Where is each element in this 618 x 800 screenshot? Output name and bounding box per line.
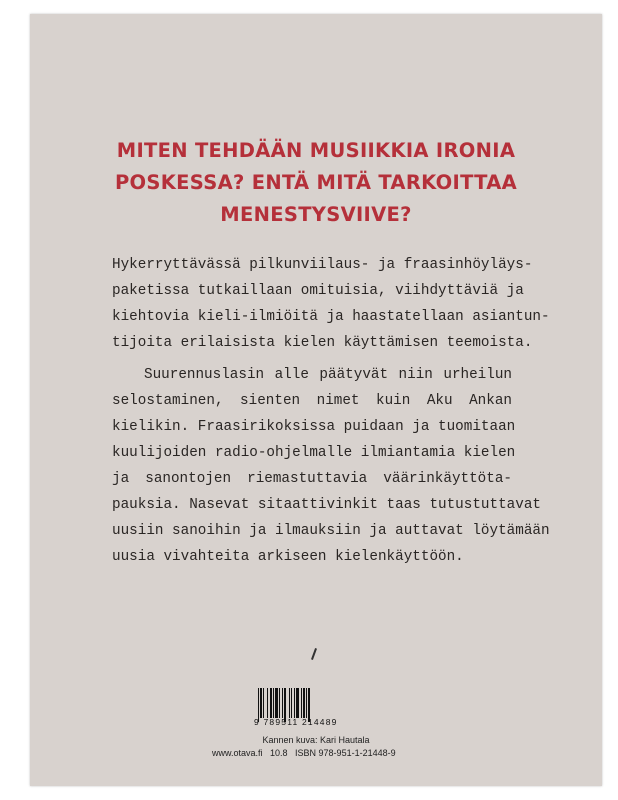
text-line: kiehtovia kieli-ilmiöitä ja haastatellaan asiantun- [112,309,550,325]
headline-line: POSKESSA? ENTÄ MITÄ TARKOITTAA [114,171,518,194]
barcode-number: 9 789511 214489 [254,717,338,727]
text-line: pauksia. Nasevat sitaattivinkit taas tutustuttavat [112,497,541,513]
text-line: ja sanontojen riemastuttavia väärinkäyttöta- [112,471,512,487]
book-back-cover [30,14,602,786]
text-line: Suurennuslasin alle päätyvät niin urheilun [144,367,512,383]
headline [30,135,602,231]
text-line: uusiin sanoihin ja ilmauksiin ja auttavat löytämään [112,523,550,539]
text-line: selostaminen, sienten nimet kuin Aku Ankan [112,393,512,409]
text-line: Hykerryttävässä pilkunviilaus- ja fraasinhöyläys- [112,257,533,273]
headline-line: MENESTYSVIIVE? [220,203,412,226]
slash-mark [311,648,317,660]
paragraph-2 [112,362,550,570]
cover-credit: Kannen kuva: Kari Hautala [262,735,370,745]
text-line: kielikin. Fraasirikoksissa puidaan ja tuomitaan [112,419,516,435]
headline-line: MITEN TEHDÄÄN MUSIIKKIA IRONIA [116,139,516,162]
text-line: kuulijoiden radio-ohjelmalle ilmiantamia kielen [112,445,516,461]
publisher-info: www.otava.fi 10.8 ISBN 978-951-1-21448-9 [212,748,396,758]
paragraph-1 [112,252,550,356]
text-line: tijoita erilaisista kielen käyttämisen teemoista. [112,335,533,351]
text-line: uusia vivahteita arkiseen kielenkäyttöön. [112,549,464,565]
text-line: paketissa tutkaillaan omituisia, viihdyttäviä ja [112,283,524,299]
blurb-text [112,252,550,570]
